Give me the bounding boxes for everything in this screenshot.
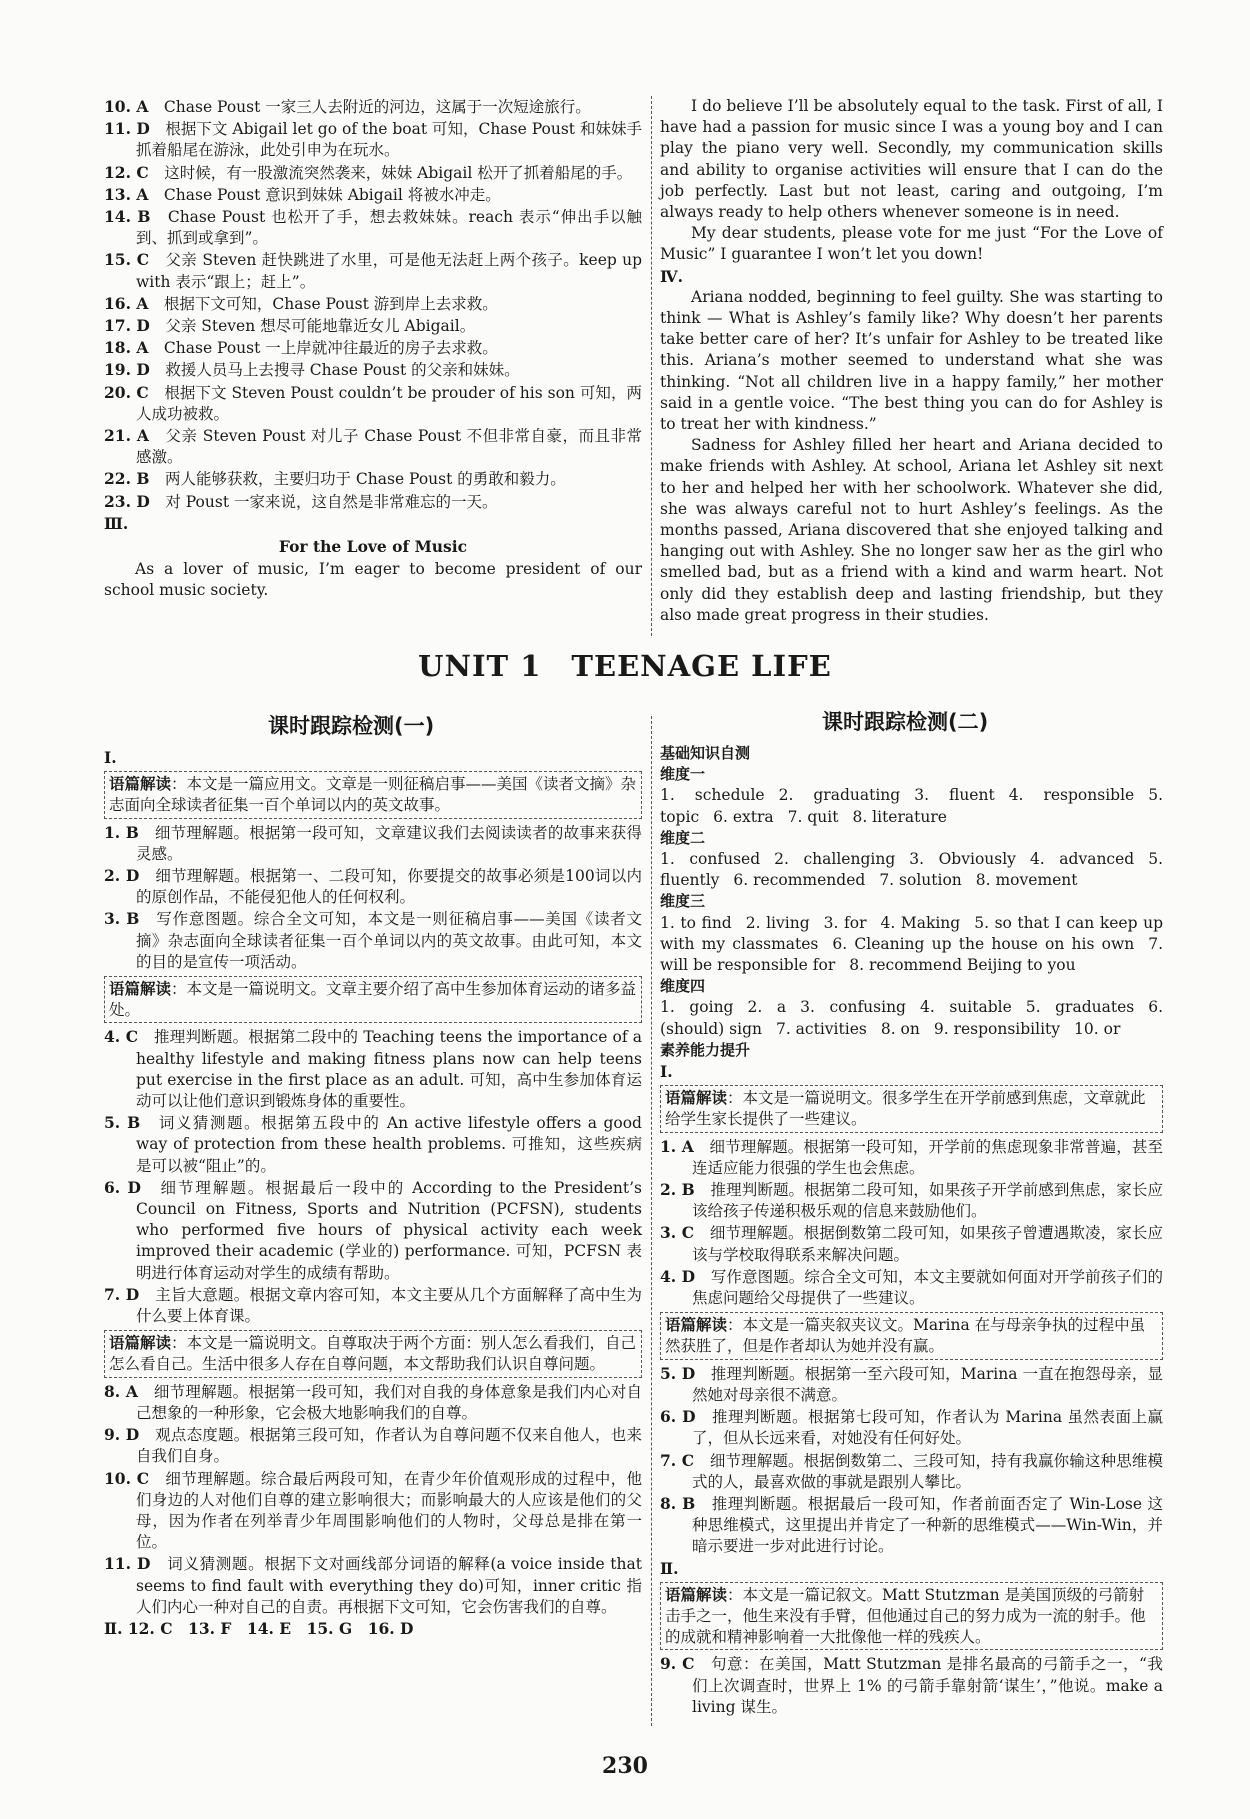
dimension-3-label: 维度三 [660,892,706,911]
top-left-column [104,96,642,602]
passage-summary-box [104,976,642,1023]
answer-item: 23. D 对 Poust 一家来说，这自然是非常难忘的一天。 [104,491,498,511]
section-title-2: 课时跟踪检测(二) [822,710,989,734]
answer-item: 2. D 细节理解题。根据第一、二段可知，你要提交的故事必须是100词以内的原创作品，不能侵犯他人的任何权利。 [104,866,642,907]
answer-item: 6. D 推理判断题。根据第七段可知，作者认为 Marina 虽然表面上赢了，但从长远来看，对她没有任何好处。 [660,1407,1163,1448]
answer-item: 2. B 推理判断题。根据第二段可知，如果孩子开学前感到焦虑，家长应该给孩子传递积极乐观的信息来鼓励他们。 [660,1180,1163,1221]
answer-item: 20. C 根据下文 Steven Poust couldn’t be prouder of his son 可知，两人成功被救。 [104,382,642,423]
section-title-1: 课时跟踪检测(一) [268,714,435,738]
dimension-1-answers: 1. schedule 2. graduating 3. fluent 4. responsible 5. topic 6. extra 7. quit 8. literature [660,786,1163,826]
answer-item: 3. B 写作意图题。综合全文可知，本文是一则征稿启事——美国《读者文摘》杂志面向全球读者征集一百个单词以内的英文故事。由此可知，本文的目的是宣传一项活动。 [104,909,642,971]
dimension-3-answers: 1. to find 2. living 3. for 4. Making 5. so that I can keep up with my classmates 6. Cleaning up the house on his own 7. will be responsible for 8. recommend Beijing to you [660,913,1164,975]
summary-text: ：本文是一篇夹叙夹议文。Marina 在与母亲争执的过程中虽然获胜了，但是作者却认为她并没有赢。 [665,1316,1146,1356]
answer-item: 18. A Chase Poust 一上岸就冲往最近的房子去求救。 [104,338,498,358]
dimension-4-answers: 1. going 2. a 3. confusing 4. suitable 5. graduates 6. (should) sign 7. activities 8. on 9. responsibility 10. or [660,998,1163,1038]
summary-label: 语篇解读 [665,1088,728,1108]
roman-numeral-2: Ⅱ. [660,1558,679,1578]
answer-item: 11. D 词义猜测题。根据下文对画线部分词语的解释(a voice inside that seems to find fault with everything they do)可知，inner critic 指人们内心一种对自己的自责。再根据下文可知，它会伤害我们的自尊。 [104,1554,642,1616]
summary-text: ：本文是一篇记叙文。Matt Stutzman 是美国顶级的弓箭射击手之一，他生来没有手臂，但他通过自己的努力成为一流的射手。他的成就和精神影响着一大批像他一样的残疾人。 [665,1585,1146,1647]
dimension-4-label: 维度四 [660,977,706,996]
summary-label: 语篇解读 [665,1315,728,1335]
answer-item: 9. C 句意：在美国，Matt Stutzman 是排名最高的弓箭手之一，“我们上次调查时，世界上 1% 的弓箭手靠射箭‘谋生’，”他说。make a living 谋生。 [660,1654,1163,1716]
summary-label: 语篇解读 [109,1333,172,1353]
summary-text: ：本文是一篇说明文。自尊取决于两个方面：别人怎么看我们，自己怎么看自己。生活中很多人存在自尊问题，本文帮助我们认识自尊问题。 [109,1334,637,1374]
roman-2-answers: Ⅱ. 12. C 13. F 14. E 15. G 16. D [104,1618,414,1638]
answer-item: 15. C 父亲 Steven 赶快跳进了水里，可是他无法赶上两个孩子。keep up with 表示“跟上；赶上”。 [104,250,642,291]
summary-text: ：本文是一篇应用文。文章是一则征稿启事——美国《读者文摘》杂志面向全球读者征集一百个单词以内的英文故事。 [109,775,637,815]
passage-summary-box [660,1582,1163,1651]
answer-item: 6. D 细节理解题。根据最后一段中的 According to the President’s Council on Fitness, Sports and Nutrition (PCFSN), students who performed five hours of physical activity each week improved their academic (学业的) performance. 可知，PCFSN 表明进行体育运动对学生的成绩有帮助。 [104,1177,642,1282]
answer-item: 17. D 父亲 Steven 想尽可能地靠近女儿 Abigail。 [104,316,476,336]
answer-list [104,96,642,513]
essay-paragraph: My dear students, please vote for me just “For the Love of Music” I guarantee I won’t let you down! [660,224,1163,264]
answer-item: 3. C 细节理解题。根据倒数第二段可知，如果孩子曾遭遇欺凌，家长应该与学校取得联系来解决问题。 [660,1223,1163,1264]
answer-item: 11. D 根据下文 Abigail let go of the boat 可知，Chase Poust 和妹妹手抓着船尾在游泳，此处引申为在玩水。 [104,119,642,160]
answer-item: 5. D 推理判断题。根据第一至六段可知，Marina 一直在抱怨母亲，显然她对母亲很不满意。 [660,1363,1163,1404]
dimension-1-label: 维度一 [660,765,706,784]
roman-numeral-4: Ⅳ. [660,266,683,286]
dimension-2-label: 维度二 [660,828,706,847]
answer-item: 4. C 推理判断题。根据第二段中的 Teaching teens the importance of a healthy lifestyle and making fitness plans now can help teens put exercise in the first place as an adult. 可知，高中生参加体育运动可以让他们意识到锻炼身体的重要性。 [104,1027,642,1111]
answer-item: 19. D 救援人员马上去搜寻 Chase Poust 的父亲和妹妹。 [104,360,520,380]
summary-text: ：本文是一篇说明文。文章主要介绍了高中生参加体育运动的诸多益处。 [109,980,637,1020]
answer-item: 22. B 两人能够获救，主要归功于 Chase Poust 的勇敢和毅力。 [104,469,566,489]
roman-numeral-1: Ⅰ. [660,1062,673,1082]
page-number: 230 [602,1753,648,1779]
answer-item: 5. B 词义猜测题。根据第五段中的 An active lifestyle offers a good way of protection from these health problems. 可推知，这些疾病是可以被“阻止”的。 [104,1113,642,1175]
answer-item: 21. A 父亲 Steven Poust 对儿子 Chase Poust 不但非常自豪，而且非常感激。 [104,426,642,467]
answer-item: 8. A 细节理解题。根据第一段可知，我们对自我的身体意象是我们内心对自己想象的一种形象，它会极大地影响我们的自尊。 [104,1381,642,1422]
answer-item: 12. C 这时候，有一股激流突然袭来，妹妹 Abigail 松开了抓着船尾的手。 [104,162,633,182]
answer-item: 9. D 观点态度题。根据第三段可知，作者认为自尊问题不仅来自他人，也来自我们自身。 [104,1425,642,1466]
answer-item: 1. A 细节理解题。根据第一段可知，开学前的焦虑现象非常普遍，甚至连适应能力很强的学生也会焦虑。 [660,1136,1163,1177]
bottom-left-column [104,747,642,1639]
passage-summary-box [660,1312,1163,1359]
answer-item: 13. A Chase Poust 意识到妹妹 Abigail 将被水冲走。 [104,184,501,204]
answer-item: 10. A Chase Poust 一家三人去附近的河边，这属于一次短途旅行。 [104,97,591,116]
unit-title: UNIT 1 TEENAGE LIFE [418,649,832,683]
basic-knowledge-title: 基础知识自测 [660,744,751,762]
passage-summary-box [660,1085,1163,1132]
passage-summary-box [104,1330,642,1377]
column-divider-bottom [651,716,652,1726]
summary-label: 语篇解读 [665,1584,728,1604]
answer-item: 16. A 根据下文可知，Chase Poust 游到岸上去求救。 [104,293,498,313]
story-paragraph: Ariana nodded, beginning to feel guilty. She was starting to think — What is Ashley’s family like? Why doesn’t her parents take better care of her? It’s unfair for Ashley to be treated like this. Ariana’s mother seemed to understand what she was thinking. “Not all children live in a happy family,” her mother said in a gentle voice. “The best thing you can do for Ashley is to treat her with kindness.” [660,287,1163,434]
answer-item: 1. B 细节理解题。根据第一段可知，文章建议我们去阅读读者的故事来获得灵感。 [104,822,642,863]
answer-item: 10. C 细节理解题。综合最后两段可知，在青少年价值观形成的过程中，他们身边的人对他们自尊的建立影响很大；而影响最大的人应该是他们的父母，因为作者在列举青少年周围影响他们的人物时，父母总是排在第一位。 [104,1468,642,1552]
essay-paragraph: As a lover of music, I’m eager to become president of our school music society. [104,560,642,600]
answer-item: 14. B Chase Poust 也松开了手，想去救妹妹。reach 表示“伸出手以触到、抓到或拿到”。 [104,207,642,248]
dimension-2-answers: 1. confused 2. challenging 3. Obviously 4. advanced 5. fluently 6. recommended 7. solution 8. movement [660,850,1164,890]
summary-text: ：本文是一篇说明文。很多学生在开学前感到焦虑，文章就此给学生家长提供了一些建议。 [665,1089,1146,1129]
essay-title: For the Love of Music [278,537,468,557]
answer-item: 4. D 写作意图题。综合全文可知，本文主要就如何面对开学前孩子们的焦虑问题给父母提供了一些建议。 [660,1266,1163,1308]
bottom-right-column [660,743,1163,1718]
column-divider-top [651,96,652,636]
story-paragraph: Sadness for Ashley filled her heart and Ariana decided to make friends with Ashley. At school, Ariana let Ashley sit next to her and helped her with her schoolwork. Whatever she did, she was always careful not to hurt Ashley’s feelings. As the months passed, Ariana discovered that she enjoyed talking and hanging out with Ashley. She no longer saw her as the girl who smelled bad, but as a friend with a kind and warm heart. Not only did they establish deep and lasting friendship, but they also made great progress in their studies. [660,436,1163,624]
summary-label: 语篇解读 [109,979,172,999]
summary-label: 语篇解读 [109,774,172,794]
passage-summary-box [104,771,642,818]
essay-paragraph: I do believe I’ll be absolutely equal to the task. First of all, I have had a passion for music since I was a young boy and I can play the piano very well. Secondly, my communication skills and ability to organise activities will ensure that I can do the job perfectly. Last but not least, caring and outgoing, I’m always ready to help others whenever someone is in need. [660,97,1163,222]
roman-numeral-1: Ⅰ. [104,748,117,767]
answer-item: 8. B 推理判断题。根据最后一段可知，作者前面否定了 Win-Lose 这种思维模式，这里提出并肯定了一种新的思维模式——Win-Win，并暗示要进一步对此进行讨论。 [660,1493,1163,1556]
roman-numeral-3: Ⅲ. [104,513,129,533]
answer-item: 7. D 主旨大意题。根据文章内容可知，本文主要从几个方面解释了高中生为什么要上体育课。 [104,1284,642,1326]
ability-section-title: 素养能力提升 [660,1040,751,1059]
answer-item: 7. C 细节理解题。根据倒数第二、三段可知，持有我赢你输这种思维模式的人，最喜欢做的事就是跟别人攀比。 [660,1450,1163,1491]
top-right-column [660,96,1163,626]
